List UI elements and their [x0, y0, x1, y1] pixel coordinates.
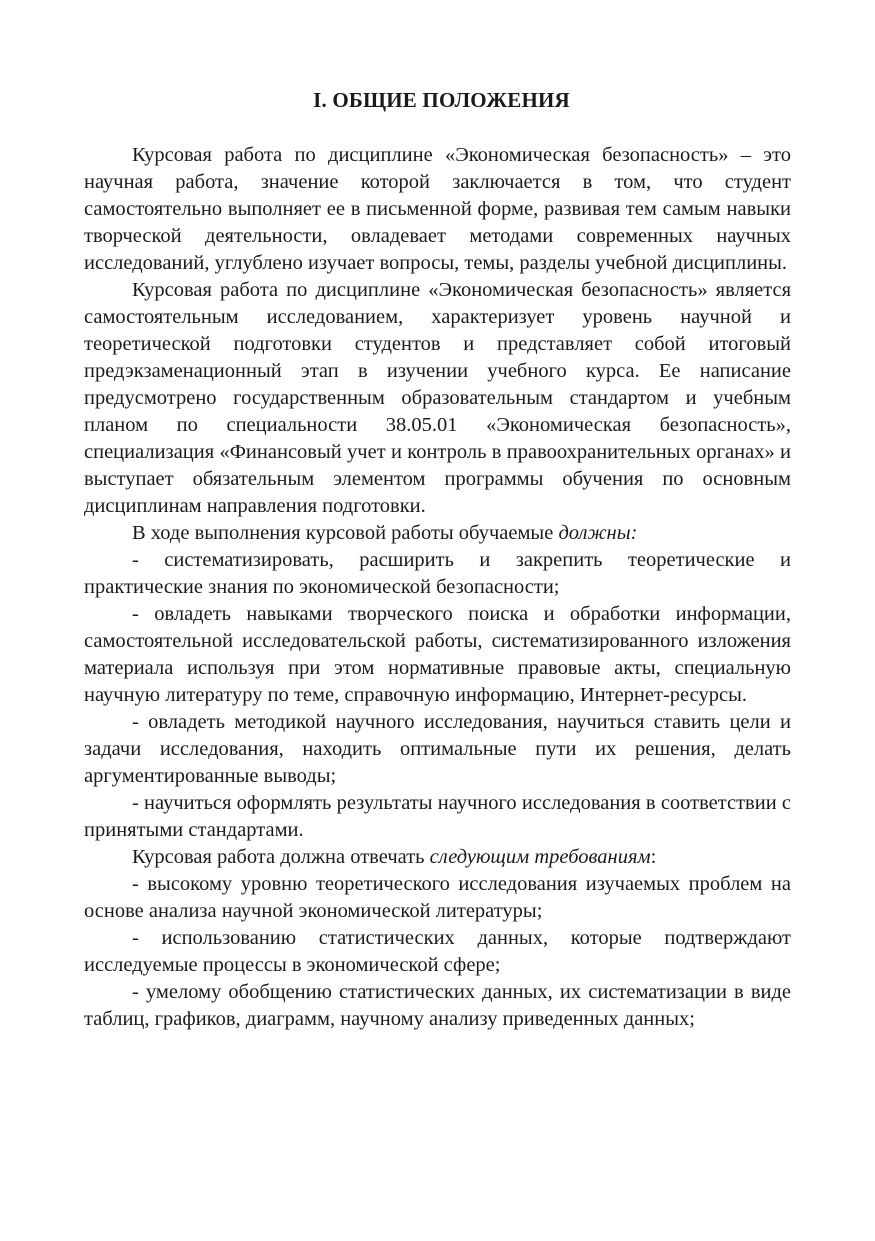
requirements-lead: Курсовая работа должна отвечать: [132, 846, 430, 868]
requirement-item: - высокому уровню теоретического исследования изучаемых проблем на основе анализа научной экономической литературы;: [84, 873, 791, 922]
requirements-emphasis: следующим требованиям: [429, 846, 651, 868]
paragraph-purpose: Курсовая работа по дисциплине «Экономическая безопасность» является самостоятельным исследованием, характеризует уровень научной и теоретической подготовки студентов и представляет собой итоговый предэкзаменационный этап в изучении учебного курса. Ее написание предусмотрено государственным образовательным стандартом и учебным планом по специальности 38.05.01 «Экономическая безопасность», специализация «Финансовый учет и контроль в правоохранительных органах» и выступает обязательным элементом программы обучения по основным дисциплинам направления подготовки.: [84, 279, 791, 517]
goal-item: - систематизировать, расширить и закрепить теоретические и практические знания по экономической безопасности;: [84, 549, 791, 598]
paragraph-definition: Курсовая работа по дисциплине «Экономическая безопасность» – это научная работа, значение которой заключается в том, что студент самостоятельно выполняет ее в письменной форме, развивая тем самым навыки творческой деятельности, овладевает методами современных научных исследований, углублено изучает вопросы, темы, разделы учебной дисциплины.: [84, 144, 791, 274]
document-body: [84, 142, 791, 1033]
requirements-tail: :: [650, 846, 657, 868]
paragraph-requirements: [84, 844, 791, 871]
document-page: [84, 0, 791, 1033]
goal-item: - овладеть методикой научного исследования, научиться ставить цели и задачи исследования, находить оптимальные пути их решения, делать аргументированные выводы;: [84, 711, 791, 787]
requirement-item: - использованию статистических данных, которые подтверждают исследуемые процессы в экономической сфере;: [84, 927, 791, 976]
obligations-lead: В ходе выполнения курсовой работы обучаемые: [132, 522, 559, 544]
goal-item: - овладеть навыками творческого поиска и обработки информации, самостоятельной исследовательской работы, систематизированного изложения материала используя при этом нормативные правовые акты, специальную научную литературу по теме, справочную информацию, Интернет-ресурсы.: [84, 603, 791, 706]
paragraph-obligations: [84, 520, 791, 547]
requirement-item: - умелому обобщению статистических данных, их систематизации в виде таблиц, графиков, диаграмм, научному анализу приведенных данных;: [84, 981, 791, 1030]
goal-item: - научиться оформлять результаты научного исследования в соответствии с принятыми стандартами.: [84, 792, 791, 841]
section-title: I. ОБЩИЕ ПОЛОЖЕНИЯ: [313, 88, 570, 112]
obligations-emphasis: должны:: [558, 522, 638, 544]
